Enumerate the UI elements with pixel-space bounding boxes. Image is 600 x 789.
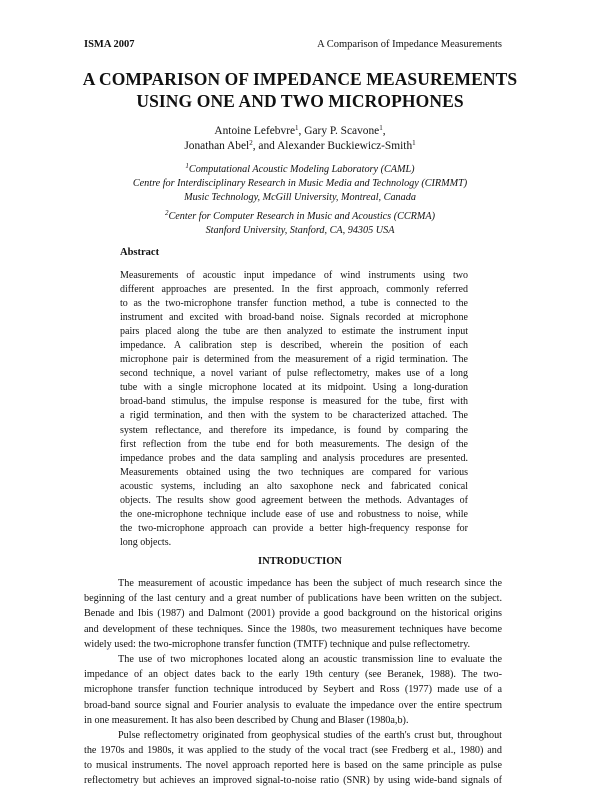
author-name: Jonathan Abel bbox=[184, 140, 250, 152]
body-line: Benade and Ibis (1987) and Dalmont (2001) provide a good background on the historical origins bbox=[84, 608, 502, 620]
body-line: microphone transfer function technique introduced by Seybert and Ross (1977) made use of a bbox=[84, 684, 502, 696]
abstract-line: a rigid termination, and then with the system to be characterized attached. The bbox=[120, 410, 468, 422]
abstract-line: the one-microphone technique include ease of use and robustness to noise, while bbox=[120, 508, 468, 520]
body-line: The use of two microphones located along an acoustic transmission line to evaluate the bbox=[118, 653, 502, 665]
affiliation-1 bbox=[40, 163, 560, 205]
affiliation-line: Centre for Interdisciplinary Research in Music Media and Technology (CIRMMT) bbox=[132, 178, 468, 189]
body-line: and development of these techniques. Since the 1980s, two measurement techniques have become bbox=[84, 623, 502, 635]
affiliation-line bbox=[40, 163, 560, 177]
body-line: beginning of the last century and a great number of publications have been written on the subject. bbox=[84, 593, 502, 605]
abstract-line: impedance probes and the data sampling and analysis procedures are presented. bbox=[120, 452, 468, 464]
body-line: broad-band source signal and Fourier analysis to evaluate the impedance over the entire spectrum bbox=[84, 699, 502, 711]
abstract-line: different approaches are presented. In the first approach, commonly referred bbox=[120, 284, 468, 296]
author-list bbox=[60, 124, 540, 154]
affiliation-line bbox=[40, 210, 560, 224]
abstract-line: broad-band stimulus, the impulse response is measured for the tube, first with bbox=[120, 396, 468, 408]
author-affiliation-mark: 2 bbox=[249, 139, 253, 147]
abstract-line: system reflectance, and therefore its impedance, is found by comparing the bbox=[120, 424, 468, 436]
affiliation-mark: 1 bbox=[185, 162, 189, 170]
title-line-1: A COMPARISON OF IMPEDANCE MEASUREMENTS bbox=[82, 69, 518, 89]
author-affiliation-mark: 1 bbox=[295, 124, 299, 132]
abstract-line: second technique, a novel variant of pulse reflectometry, makes use of a long bbox=[120, 368, 468, 380]
body-line: reflectometry but achieves an improved signal-to-noise ratio (SNR) by using wide-band signals of bbox=[84, 775, 502, 787]
body-line: Pulse reflectometry originated from geophysical studies of the earth's crust but, throughout bbox=[118, 729, 502, 741]
author-name: and Alexander Buckiewicz-Smith bbox=[258, 140, 413, 152]
abstract-heading: Abstract bbox=[120, 247, 160, 258]
body-line: impedance of an object dates back to the early 19th century (see Beranek, 1988). The two- bbox=[84, 669, 502, 681]
body-line: The measurement of acoustic impedance has been the subject of much research since the bbox=[118, 578, 502, 589]
introduction-body bbox=[84, 576, 502, 789]
affiliation-line: Music Technology, McGill University, Montreal, Canada bbox=[184, 192, 416, 203]
abstract-line: microphone pair is determined from the measurement of a rigid termination. The bbox=[120, 354, 468, 366]
affiliation-text: Computational Acoustic Modeling Laboratory (CAML) bbox=[188, 164, 415, 175]
body-line: widely used: the two-microphone transfer function (TMTF) technique and pulse reflectometry. bbox=[84, 638, 471, 650]
body-line: to musical instruments. The novel approach reported here is based on the same principle as pulse bbox=[84, 760, 502, 772]
author-affiliation-mark: 1 bbox=[412, 139, 416, 147]
affiliation-text: Center for Computer Research in Music and Acoustics (CCRMA) bbox=[168, 211, 436, 222]
authors-line-2: Jonathan Abel$^2$, and Alexander Buckiewicz-Smith$^1$ bbox=[184, 139, 416, 152]
abstract-line: pairs placed along the tube are then analyzed to estimate the instrument input bbox=[120, 326, 468, 338]
abstract-line: Measurements obtained using the two techniques are compared for various bbox=[120, 466, 468, 478]
abstract-line: instrument and excited with broad-band noise. Signals recorded at microphone bbox=[120, 312, 468, 324]
paper-title bbox=[60, 69, 540, 112]
abstract-line: acoustic systems, including an alto saxophone neck and fabricated conical bbox=[120, 480, 468, 492]
authors-line-1: Antoine Lefebvre$^1$, Gary P. Scavone$^1$, bbox=[214, 124, 386, 137]
body-line: in one measurement. It has also been described by Chung and Blaser (1980a,b). bbox=[84, 714, 409, 726]
abstract-line: first reflection from the tube end for both measurements. The design of the bbox=[120, 438, 468, 450]
introduction-heading: INTRODUCTION bbox=[257, 556, 342, 567]
affiliation-line: Stanford University, Stanford, CA, 94305 USA bbox=[205, 225, 395, 236]
abstract-line: objects. The results show good agreement between the methods. Advantages of bbox=[120, 494, 468, 506]
body-line: the 1970s and 1980s, it was applied to the study of the vocal tract (see Fredberg et al., 1980) and bbox=[84, 745, 502, 757]
abstract-body bbox=[120, 269, 468, 550]
abstract-line: Measurements of acoustic input impedance of wind instruments using two bbox=[120, 270, 468, 281]
running-title: A Comparison of Impedance Measurements bbox=[317, 39, 502, 50]
title-line-2: USING ONE AND TWO MICROPHONES bbox=[136, 90, 464, 111]
affiliation-mark: 2 bbox=[164, 209, 169, 217]
abstract-line: tube with a single microphone located at its midpoint. Using a long-duration bbox=[120, 382, 468, 394]
conference-label: ISMA 2007 bbox=[84, 39, 135, 50]
affiliation-2 bbox=[40, 210, 560, 238]
abstract-line: impedance. A calibration step is described, wherein the position of each bbox=[120, 340, 468, 352]
abstract-line: long objects. bbox=[120, 536, 172, 548]
author-affiliation-mark: 1 bbox=[379, 124, 383, 132]
abstract-line: to as the two-microphone transfer function method, a tube is connected to the bbox=[120, 298, 468, 310]
author-name: Gary P. Scavone bbox=[304, 125, 380, 137]
author-name: Antoine Lefebvre bbox=[214, 125, 296, 137]
abstract-line: the two-microphone approach can provide a better high-frequency response for bbox=[120, 522, 468, 534]
running-header bbox=[84, 39, 502, 53]
